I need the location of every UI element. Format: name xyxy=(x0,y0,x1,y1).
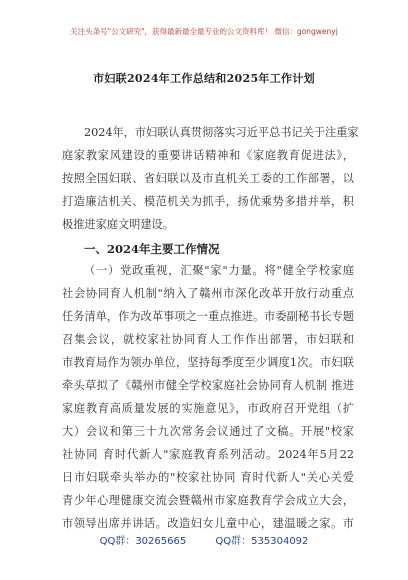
intro-line-5: 极推进家庭文明建设。 xyxy=(62,218,174,231)
intro-line-3: 按照全国妇联、省妇联以及市直机关工委的工作部署，以 xyxy=(62,172,354,185)
section-line-12: 市领导出席并讲话。改造妇女儿童中心，建温暖之家。市 xyxy=(62,517,354,530)
section-line-9: 社协同 育时代新人"家庭教育系列活动。2024年5月22 xyxy=(62,448,354,461)
section-heading: 一、2024年主要工作情况 xyxy=(84,242,220,256)
header-banner: 关注头条号"公文研究"，获得最新最全最专业的公文资料库！ 微信：gongwenyj xyxy=(70,27,338,36)
section-line-10: 日市妇联牵头举办的"校家社协同 育时代新人"关心关爱 xyxy=(62,471,354,484)
footer xyxy=(0,532,408,547)
intro-line-1: 2024年，市妇联认真贯彻落实习近平总书记关于注重家 xyxy=(84,126,359,139)
footer-qq-group-1: QQ群：30265665 xyxy=(99,536,187,547)
section-line-4: 召集会议，就校家社协同育人工作作出部署，市妇联和 xyxy=(62,333,354,346)
footer-qq-group-2: QQ群：535304092 xyxy=(215,536,309,547)
intro-line-4: 打造廉洁机关、模范机关为抓手，扬优乘势多措并举，积 xyxy=(62,195,354,208)
section-line-11: 青少年心理健康交流会暨赣州市家庭教育学会成立大会， xyxy=(62,494,354,507)
section-line-8: 大）会议和第三十九次常务会议通过了文稿。开展"校家 xyxy=(62,425,354,438)
section-line-6: 牵头草拟了《赣州市健全学校家庭社会协同育人机制 推进 xyxy=(62,379,354,392)
intro-line-2: 庭家教家风建设的重要讲话精神和《家庭教育促进法》， xyxy=(62,149,354,162)
section-line-5: 市教育局作为领办单位，坚持每季度至少调度1次。市妇联 xyxy=(62,356,354,369)
document-title: 市妇联2024年工作总结和2025年工作计划 xyxy=(93,72,315,85)
section-line-2: 社会协同育人机制"纳入了赣州市深化改革开放行动重点 xyxy=(62,287,354,300)
section-line-1: （一）党政重视，汇聚"家"力量。将"健全学校家庭 xyxy=(84,264,354,277)
section-line-7: 家庭教育高质量发展的实施意见》，市政府召开党组（扩 xyxy=(62,402,354,415)
section-line-3: 任务清单，作为改革事项之一重点推进。市委副秘书长专题 xyxy=(62,310,354,323)
